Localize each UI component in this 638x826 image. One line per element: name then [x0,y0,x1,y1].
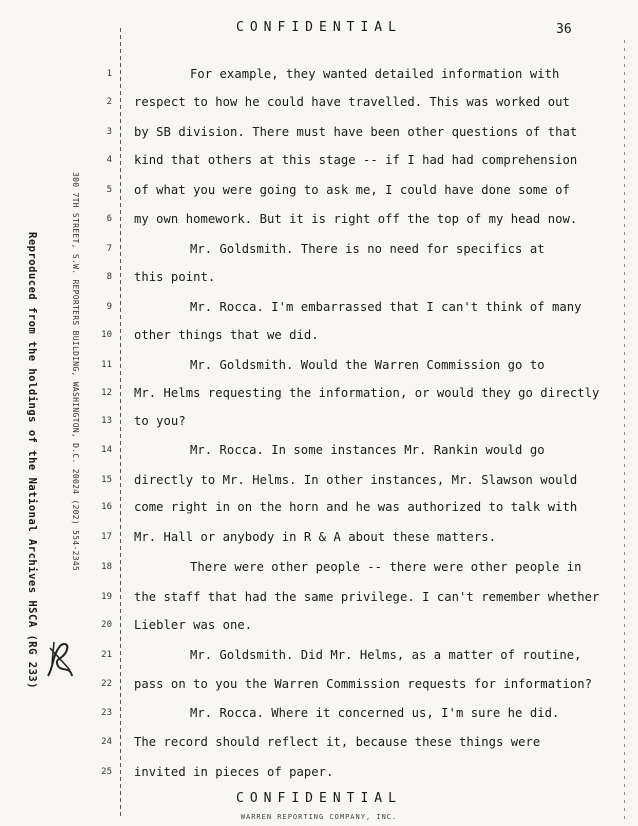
transcript-line: kind that others at this stage -- if I had had comprehension [134,153,578,167]
line-number: 25 [101,767,112,777]
transcript-line: Mr. Rocca. In some instances Mr. Rankin would go [190,443,545,457]
line-number: 22 [101,679,112,689]
transcript-line: Liebler was one. [134,618,253,632]
transcript-line: Mr. Rocca. I'm embarrassed that I can't think of many [190,300,582,314]
line-number: 16 [101,502,112,512]
transcript-line: Mr. Goldsmith. Would the Warren Commission go to [190,358,545,372]
transcript-line: Mr. Goldsmith. There is no need for specifics at [190,242,545,256]
line-number: 3 [106,127,112,137]
transcript-line: For example, they wanted detailed information with [190,67,560,81]
transcript-line: other things that we did. [134,328,319,342]
line-number: 1 [106,69,112,79]
transcript-line: There were other people -- there were other people in [190,560,582,574]
line-number: 14 [101,445,112,455]
transcript-line: directly to Mr. Helms. In other instances, Mr. Slawson would [134,473,578,487]
transcript-line: The record should reflect it, because these things were [134,735,541,749]
handwritten-initials [44,636,76,682]
line-number: 20 [101,620,112,630]
transcript-line: Mr. Hall or anybody in R & A about these matters. [134,530,496,544]
reporter-address: 300 7TH STREET, S.W. REPORTERS BUILDING, WASHINGTON, D.C. 20024 (202) 554-2345 [71,172,80,572]
line-number: 21 [101,650,112,660]
line-number: 13 [101,416,112,426]
transcript-line: this point. [134,270,216,284]
confidential-header: CONFIDENTIAL [236,20,402,35]
line-number: 7 [106,244,112,254]
transcript-line: Mr. Rocca. Where it concerned us, I'm sure he did. [190,706,560,720]
line-number: 15 [101,475,112,485]
transcript-line: pass on to you the Warren Commission requests for information? [134,677,593,691]
transcript-line: come right in on the horn and he was authorized to talk with [134,500,578,514]
transcript-line: invited in pieces of paper. [134,765,334,779]
line-number: 5 [106,185,112,195]
line-number: 4 [106,155,112,165]
line-number: 19 [101,592,112,602]
right-margin-rule [624,40,625,820]
line-number: 10 [101,330,112,340]
transcript-line: to you? [134,414,186,428]
line-number: 17 [101,532,112,542]
confidential-footer: CONFIDENTIAL [236,791,402,806]
reporter-name: WARREN REPORTING COMPANY, INC. [240,813,398,821]
transcript-line: of what you were going to ask me, I could have done some of [134,183,570,197]
transcript-line: by SB division. There must have been other questions of that [134,125,578,139]
transcript-line: respect to how he could have travelled. This was worked out [134,95,570,109]
transcript-line: the staff that had the same privilege. I can't remember whether [134,590,600,604]
page-number: 36 [556,22,572,37]
archives-stamp: Reproduced from the holdings of the National Archives HSCA (RG 233) [26,232,38,690]
line-number: 12 [101,388,112,398]
line-number: 11 [101,360,112,370]
left-margin-rule [120,28,121,818]
line-number: 23 [101,708,112,718]
line-number: 24 [101,737,112,747]
transcript-line: my own homework. But it is right off the top of my head now. [134,212,578,226]
line-number: 18 [101,562,112,572]
transcript-line: Mr. Helms requesting the information, or would they go directly [134,386,600,400]
transcript-line: Mr. Goldsmith. Did Mr. Helms, as a matter of routine, [190,648,582,662]
line-number: 8 [106,272,112,282]
line-number: 6 [106,214,112,224]
line-number: 2 [106,97,112,107]
line-number: 9 [106,302,112,312]
